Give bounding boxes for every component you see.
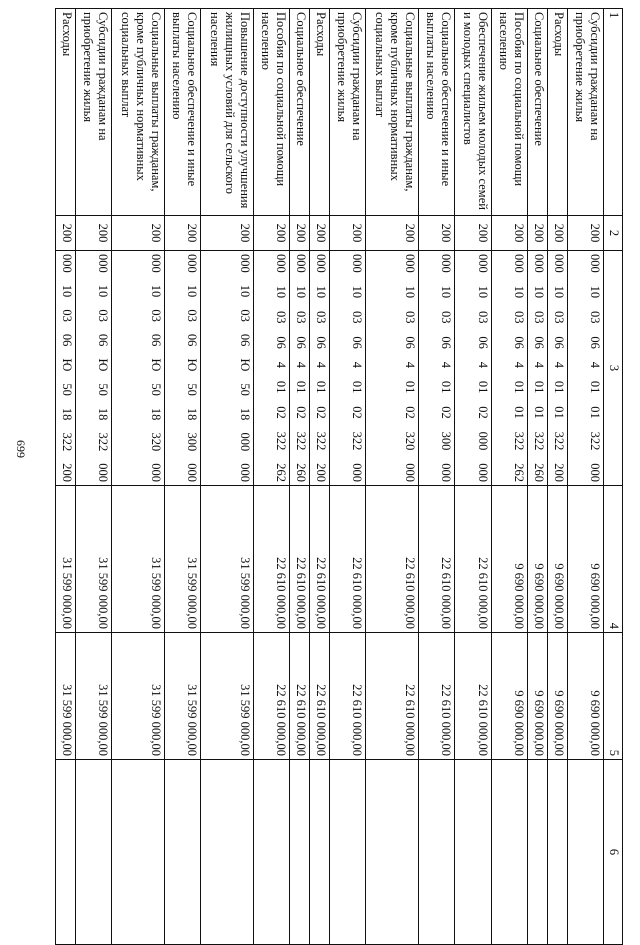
budget-code-part: Ю: [185, 358, 200, 372]
row-budget-code: [366, 251, 419, 486]
row-name: Обеспечение жильем молодых семей и молодых специалистов: [455, 9, 491, 216]
header-col-1: 1: [604, 9, 623, 216]
budget-code-part: 262: [512, 463, 527, 482]
table-row: [254, 9, 290, 945]
table-row: [491, 9, 527, 945]
row-col6: [75, 760, 111, 945]
row-col6: [165, 760, 201, 945]
row-admin-code: 200: [419, 216, 455, 251]
budget-code-part: 10: [185, 284, 200, 298]
budget-code-part: 320: [403, 431, 418, 451]
budget-code-part: 000: [314, 254, 329, 273]
budget-code-part: 322: [96, 432, 111, 452]
row-col6: [455, 760, 491, 945]
budget-code-part: 06: [551, 336, 566, 349]
row-amount-col4: 22 610 000,00: [419, 486, 455, 633]
budget-code-part: 03: [588, 311, 602, 324]
row-amount-col5: 22 610 000,00: [419, 633, 455, 760]
row-admin-code: 200: [112, 216, 165, 251]
budget-code-part: 10: [531, 285, 546, 299]
budget-code-part: 000: [475, 254, 490, 273]
budget-code-part: 000: [59, 254, 74, 273]
budget-code-part: 000: [185, 254, 200, 273]
budget-code-part: 322: [512, 431, 527, 451]
budget-code-part: 4: [439, 361, 454, 368]
budget-code-part: 02: [403, 406, 418, 419]
row-budget-code: [330, 251, 366, 486]
row-amount-col4: 9 690 000,00: [567, 486, 603, 633]
budget-code-part: 02: [350, 406, 365, 419]
budget-code-part: 06: [185, 333, 200, 347]
budget-code-part: 000: [403, 254, 418, 273]
budget-code-part: 01: [439, 380, 454, 394]
budget-code-parts: [148, 254, 163, 482]
budget-code-part: 03: [439, 311, 454, 324]
budget-code-part: 000: [96, 463, 111, 482]
budget-code-part: 01: [403, 380, 418, 394]
budget-code-part: 01: [294, 380, 309, 394]
row-name: Социальные выплаты гражданам, кроме публичных нормативных социальных выплат: [366, 9, 419, 216]
rotated-page: [55, 8, 623, 902]
budget-code-parts: [587, 254, 602, 482]
row-admin-code: 200: [201, 216, 254, 251]
table-row: [547, 9, 567, 945]
budget-code-part: 02: [475, 406, 490, 419]
budget-code-part: 000: [149, 463, 163, 482]
row-budget-code: [310, 251, 330, 486]
budget-code-part: 322: [294, 431, 309, 451]
budget-code-part: 4: [531, 361, 546, 368]
budget-code-part: 03: [551, 311, 566, 324]
table-row: [567, 9, 603, 945]
table-row: [112, 9, 165, 945]
budget-code-part: 4: [475, 361, 490, 368]
budget-code-part: 06: [274, 336, 289, 349]
budget-code-part: 03: [59, 309, 74, 322]
budget-code-part: 03: [96, 309, 111, 322]
row-col6: [290, 760, 310, 945]
budget-code-part: 322: [59, 432, 74, 452]
budget-code-parts: [184, 254, 199, 482]
budget-code-part: 01: [314, 380, 329, 394]
budget-code-part: 200: [314, 463, 329, 482]
budget-code-part: 262: [274, 463, 289, 482]
row-admin-code: 200: [290, 216, 310, 251]
budget-code-part: 06: [475, 336, 490, 349]
row-name: Субсидии гражданам на приобретение жилья: [75, 9, 111, 216]
budget-code-part: 02: [439, 406, 454, 419]
row-admin-code: 200: [75, 216, 111, 251]
budget-code-part: 10: [274, 285, 289, 299]
budget-code-parts: [273, 254, 288, 482]
header-col-6: 6: [604, 760, 623, 945]
budget-code-part: 03: [274, 311, 289, 324]
header-col-3: 3: [604, 251, 623, 486]
budget-code-part: 10: [551, 285, 566, 299]
row-budget-code: [547, 251, 567, 486]
budget-code-part: 06: [96, 333, 111, 347]
row-col6: [254, 760, 290, 945]
row-admin-code: 200: [254, 216, 290, 251]
budget-code-parts: [237, 254, 252, 482]
budget-code-part: 01: [531, 380, 546, 394]
budget-code-part: 322: [551, 431, 566, 451]
budget-code-part: 06: [531, 336, 546, 349]
budget-code-parts: [438, 254, 453, 482]
row-col6: [330, 760, 366, 945]
budget-code-part: Ю: [59, 358, 74, 372]
budget-code-part: Ю: [238, 358, 253, 372]
budget-code-part: 322: [274, 431, 289, 451]
budget-code-parts: [293, 254, 308, 482]
row-budget-code: [491, 251, 527, 486]
budget-code-parts: [511, 254, 526, 482]
budget-code-part: 000: [350, 463, 365, 482]
row-amount-col5: 22 610 000,00: [330, 633, 366, 760]
budget-code-part: 200: [59, 463, 74, 482]
budget-code-part: 10: [238, 284, 253, 298]
table-row: [419, 9, 455, 945]
row-col6: [201, 760, 254, 945]
row-amount-col4: 9 690 000,00: [547, 486, 567, 633]
table-row: [56, 9, 76, 945]
budget-code-part: 4: [314, 361, 329, 368]
row-budget-code: [75, 251, 111, 486]
budget-code-part: 000: [238, 463, 253, 482]
budget-code-part: 4: [274, 361, 289, 368]
row-name: Субсидии гражданам на приобретение жилья: [330, 9, 366, 216]
row-budget-code: [290, 251, 310, 486]
budget-code-part: 50: [59, 383, 74, 396]
row-budget-code: [254, 251, 290, 486]
row-name: Расходы: [310, 9, 330, 216]
budget-code-part: 10: [475, 285, 490, 299]
budget-code-part: 4: [512, 361, 527, 368]
row-col6: [366, 760, 419, 945]
budget-code-part: 18: [149, 407, 163, 421]
row-amount-col4: 22 610 000,00: [310, 486, 330, 633]
row-admin-code: 200: [366, 216, 419, 251]
budget-code-part: 000: [238, 432, 253, 452]
budget-code-part: 03: [185, 309, 200, 322]
row-amount-col5: 31 599 000,00: [201, 633, 254, 760]
budget-code-part: 000: [475, 463, 490, 482]
budget-code-part: 03: [403, 311, 418, 324]
header-col-2: 2: [604, 216, 623, 251]
budget-code-part: 300: [439, 431, 454, 451]
header-col-4: 4: [604, 486, 623, 633]
row-col6: [419, 760, 455, 945]
budget-code-part: 06: [314, 336, 329, 349]
budget-code-part: 000: [185, 463, 200, 482]
budget-code-part: 03: [314, 311, 329, 324]
budget-code-part: 06: [238, 333, 253, 347]
row-budget-code: [528, 251, 548, 486]
budget-code-part: 000: [96, 254, 111, 273]
budget-code-part: 01: [551, 380, 566, 394]
budget-code-part: 01: [350, 380, 365, 394]
table-row: [366, 9, 419, 945]
budget-code-part: 01: [531, 406, 546, 419]
row-admin-code: 200: [455, 216, 491, 251]
budget-code-part: 03: [350, 311, 365, 324]
row-name: Субсидии гражданам на приобретение жилья: [567, 9, 603, 216]
row-amount-col5: 31 599 000,00: [75, 633, 111, 760]
row-name: Пособия по социальной помощи населению: [491, 9, 527, 216]
row-col6: [56, 760, 76, 945]
row-col6: [547, 760, 567, 945]
budget-code-part: 06: [294, 336, 309, 349]
row-name: Социальное обеспечение: [290, 9, 310, 216]
row-amount-col5: 9 690 000,00: [547, 633, 567, 760]
budget-code-part: 000: [588, 254, 602, 273]
budget-code-part: 03: [531, 311, 546, 324]
row-admin-code: 200: [528, 216, 548, 251]
row-budget-code: [567, 251, 603, 486]
budget-code-part: 18: [59, 407, 74, 421]
budget-code-part: 322: [588, 431, 602, 451]
row-name: Социальное обеспечение: [528, 9, 548, 216]
budget-code-part: 000: [512, 254, 527, 273]
budget-code-part: 18: [185, 407, 200, 421]
row-admin-code: 200: [547, 216, 567, 251]
table-row: [330, 9, 366, 945]
budget-code-part: 01: [475, 380, 490, 394]
row-amount-col5: 31 599 000,00: [165, 633, 201, 760]
row-amount-col5: 9 690 000,00: [567, 633, 603, 760]
header-row: [604, 9, 623, 945]
budget-code-part: 03: [475, 311, 490, 324]
budget-code-part: 000: [551, 254, 566, 273]
budget-code-part: 000: [238, 254, 253, 273]
table-row: [290, 9, 310, 945]
budget-code-part: 01: [588, 406, 602, 419]
row-amount-col5: 9 690 000,00: [528, 633, 548, 760]
row-amount-col5: 22 610 000,00: [366, 633, 419, 760]
row-amount-col5: 9 690 000,00: [491, 633, 527, 760]
row-amount-col5: 22 610 000,00: [290, 633, 310, 760]
budget-code-part: 03: [238, 309, 253, 322]
row-amount-col4: 31 599 000,00: [75, 486, 111, 633]
row-admin-code: 200: [56, 216, 76, 251]
table-row: [310, 9, 330, 945]
budget-code-part: 06: [588, 336, 602, 349]
row-amount-col4: 22 610 000,00: [254, 486, 290, 633]
table-body: [56, 9, 604, 945]
budget-code-part: 01: [551, 406, 566, 419]
budget-code-part: 000: [439, 463, 454, 482]
row-admin-code: 200: [491, 216, 527, 251]
budget-code-part: 4: [403, 361, 418, 368]
budget-code-part: 06: [439, 336, 454, 349]
budget-code-part: Ю: [96, 358, 111, 372]
row-admin-code: 200: [567, 216, 603, 251]
row-name: Расходы: [56, 9, 76, 216]
budget-code-part: 18: [238, 407, 253, 421]
row-name: Пособия по социальной помощи населению: [254, 9, 290, 216]
row-amount-col4: 31 599 000,00: [56, 486, 76, 633]
budget-code-parts: [349, 254, 364, 482]
table-row: [528, 9, 548, 945]
row-amount-col5: 22 610 000,00: [310, 633, 330, 760]
budget-code-part: 000: [274, 254, 289, 273]
budget-code-parts: [475, 254, 490, 482]
budget-table: [55, 8, 623, 945]
row-budget-code: [56, 251, 76, 486]
row-amount-col5: 31 599 000,00: [56, 633, 76, 760]
budget-code-part: 06: [59, 333, 74, 347]
budget-code-part: 322: [531, 431, 546, 451]
row-amount-col4: 31 599 000,00: [201, 486, 254, 633]
page-number: 699: [14, 440, 28, 458]
row-amount-col4: 22 610 000,00: [330, 486, 366, 633]
budget-code-part: 10: [59, 284, 74, 298]
budget-code-part: 06: [403, 336, 418, 349]
budget-code-part: 03: [512, 311, 527, 324]
budget-code-part: 000: [294, 254, 309, 273]
budget-code-part: 06: [149, 333, 163, 347]
row-amount-col5: 22 610 000,00: [455, 633, 491, 760]
row-name: Социальное обеспечение и иные выплаты населению: [165, 9, 201, 216]
header-col-5: 5: [604, 633, 623, 760]
row-budget-code: [112, 251, 165, 486]
row-col6: [491, 760, 527, 945]
budget-code-part: 01: [512, 406, 527, 419]
row-amount-col5: 31 599 000,00: [112, 633, 165, 760]
row-amount-col4: 22 610 000,00: [290, 486, 310, 633]
row-admin-code: 200: [330, 216, 366, 251]
budget-code-part: 4: [588, 361, 602, 368]
row-col6: [567, 760, 603, 945]
budget-code-part: 10: [314, 285, 329, 299]
budget-code-part: 50: [96, 383, 111, 396]
row-budget-code: [419, 251, 455, 486]
row-col6: [310, 760, 330, 945]
budget-code-part: 10: [149, 284, 163, 298]
budget-code-parts: [402, 254, 417, 482]
budget-code-parts: [313, 254, 328, 482]
table-row: [455, 9, 491, 945]
budget-code-part: 06: [512, 336, 527, 349]
row-budget-code: [165, 251, 201, 486]
budget-code-part: 000: [439, 254, 454, 273]
row-amount-col4: 9 690 000,00: [491, 486, 527, 633]
table-row: [75, 9, 111, 945]
row-name: Расходы: [547, 9, 567, 216]
row-budget-code: [201, 251, 254, 486]
budget-code-part: 10: [403, 285, 418, 299]
row-amount-col5: 22 610 000,00: [254, 633, 290, 760]
budget-code-part: 000: [149, 254, 163, 273]
budget-code-part: 000: [475, 431, 490, 451]
row-amount-col4: 22 610 000,00: [455, 486, 491, 633]
budget-code-part: 02: [314, 406, 329, 419]
budget-code-part: 10: [350, 285, 365, 299]
budget-code-part: 260: [294, 463, 309, 482]
row-name: Социальное обеспечение и иные выплаты населению: [419, 9, 455, 216]
budget-code-part: 02: [294, 406, 309, 419]
row-admin-code: 200: [165, 216, 201, 251]
budget-code-part: 03: [294, 311, 309, 324]
row-amount-col4: 31 599 000,00: [112, 486, 165, 633]
budget-code-part: 10: [588, 285, 602, 299]
row-col6: [528, 760, 548, 945]
budget-code-part: 4: [350, 361, 365, 368]
budget-code-part: 000: [350, 254, 365, 273]
budget-code-parts: [531, 254, 546, 482]
row-col6: [112, 760, 165, 945]
budget-code-part: 02: [274, 406, 289, 419]
budget-code-part: 000: [588, 463, 602, 482]
budget-code-part: 4: [551, 361, 566, 368]
budget-code-part: 06: [350, 336, 365, 349]
budget-code-parts: [59, 254, 74, 482]
row-budget-code: [455, 251, 491, 486]
budget-code-part: 50: [185, 383, 200, 396]
budget-code-parts: [551, 254, 566, 482]
budget-code-parts: [95, 254, 110, 482]
budget-code-part: 320: [149, 432, 163, 452]
budget-code-part: 000: [403, 463, 418, 482]
budget-code-part: 01: [274, 380, 289, 394]
budget-code-part: 18: [96, 407, 111, 421]
budget-code-part: 322: [314, 431, 329, 451]
budget-code-part: 200: [551, 463, 566, 482]
budget-code-part: 03: [149, 309, 163, 322]
budget-code-part: 10: [512, 285, 527, 299]
budget-code-part: 10: [439, 285, 454, 299]
row-amount-col4: 22 610 000,00: [366, 486, 419, 633]
budget-code-part: 10: [96, 284, 111, 298]
budget-code-part: 300: [185, 432, 200, 452]
budget-code-part: 322: [350, 431, 365, 451]
budget-code-part: 000: [531, 254, 546, 273]
table-row: [165, 9, 201, 945]
table-row: [201, 9, 254, 945]
budget-code-part: 4: [294, 361, 309, 368]
budget-code-part: Ю: [149, 358, 163, 372]
budget-code-part: 10: [294, 285, 309, 299]
budget-code-part: 01: [512, 380, 527, 394]
row-name: Социальные выплаты гражданам, кроме публичных нормативных социальных выплат: [112, 9, 165, 216]
budget-code-part: 01: [588, 380, 602, 394]
row-name: Повышение доступности улучшения жилищных условий для сельского населения: [201, 9, 254, 216]
budget-code-part: 260: [531, 463, 546, 482]
row-amount-col4: 31 599 000,00: [165, 486, 201, 633]
budget-code-part: 50: [149, 383, 163, 396]
row-admin-code: 200: [310, 216, 330, 251]
row-amount-col4: 9 690 000,00: [528, 486, 548, 633]
budget-code-part: 50: [238, 383, 253, 396]
